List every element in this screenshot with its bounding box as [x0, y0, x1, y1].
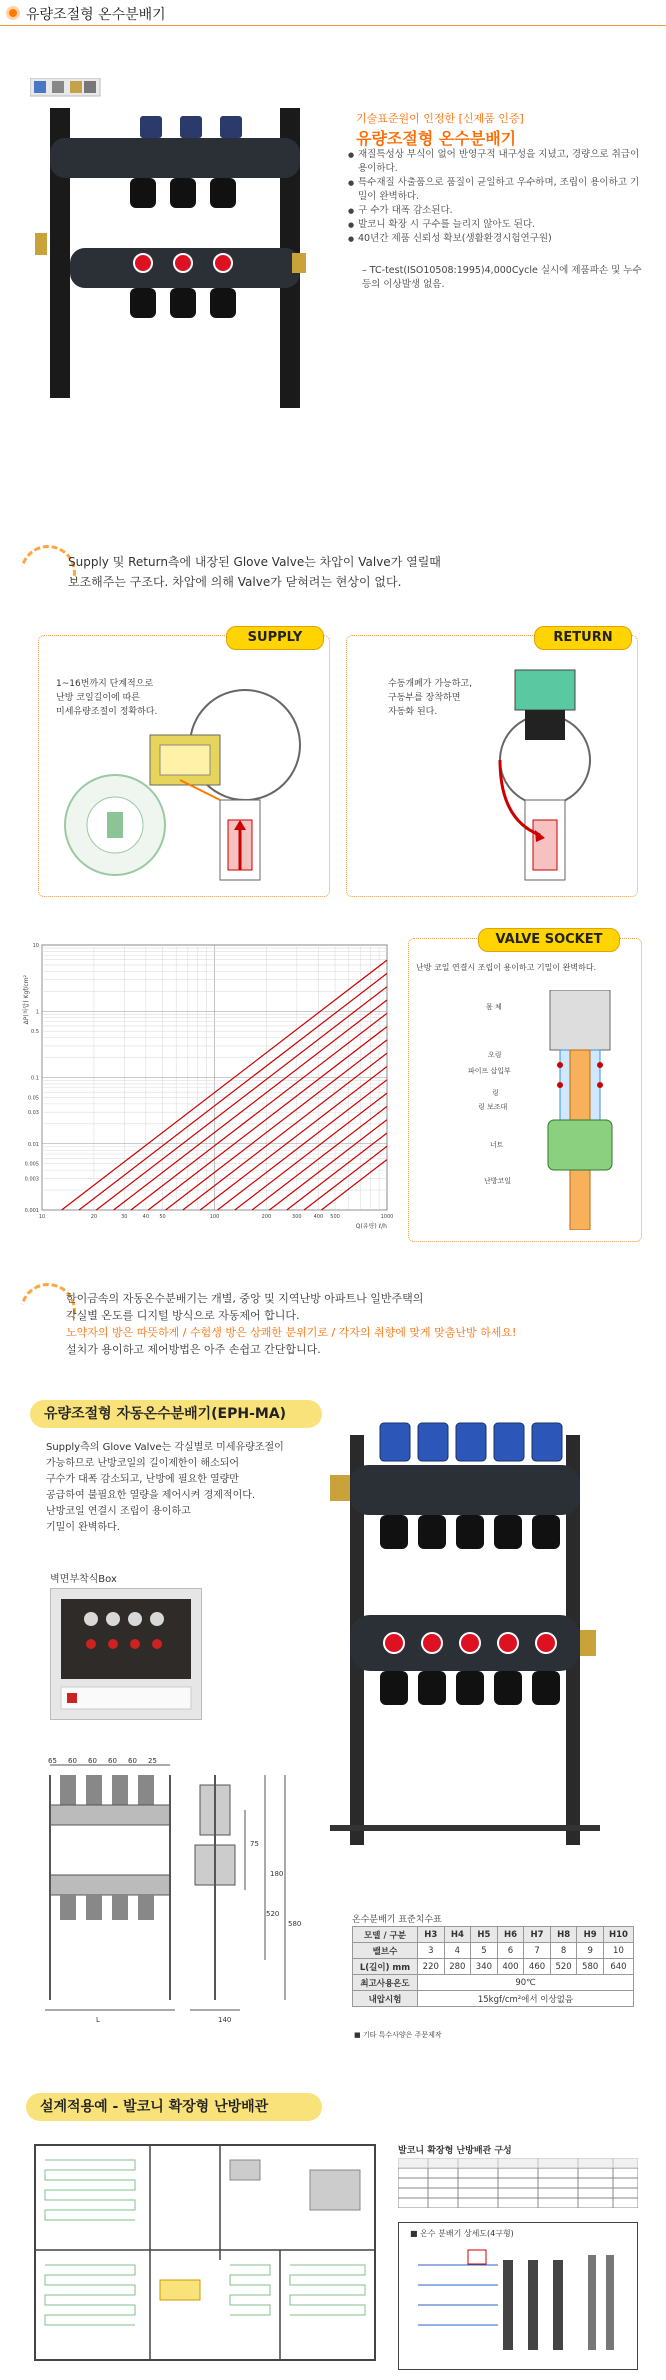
chart-y-tick-label: 1: [35, 1009, 39, 1016]
chart-x-tick-label: 400: [313, 1214, 324, 1220]
chart-x-tick-label: 50: [159, 1214, 166, 1220]
product-photo: [30, 78, 330, 418]
dim-top: 25: [148, 1757, 157, 1765]
table-cell: 3: [418, 1943, 445, 1959]
auto-desc-line: 난방코일 연결시 조립이 용이하고: [46, 1506, 191, 1517]
table-row: [353, 1975, 634, 1991]
return-text-2: 구동부를 장착하면: [388, 693, 461, 703]
socket-tab: VALVE SOCKET: [478, 928, 620, 952]
summary-line-1: 한이금속의 자동온수분배기는 개별, 중앙 및 지역난방 아파트나 일반주택의: [66, 1292, 424, 1305]
auto-desc-line: 가능하므로 난방코일의 길이제한이 해소되어: [46, 1458, 240, 1469]
header-bullet-icon: [6, 6, 20, 20]
spec-header-model: 모델 / 구분: [353, 1927, 418, 1943]
test-note: – TC-test(ISO10508:1995)4,000Cycle 실시에 제품파손 및 누수 등의 이상발생 없음.: [362, 265, 642, 290]
dim-top: 65: [48, 1757, 57, 1765]
return-text-3: 자동화 된다.: [388, 707, 438, 717]
table-cell: 7: [524, 1943, 551, 1959]
table-row-label: L(길이) mm: [353, 1959, 418, 1975]
socket-part-label: 너트: [490, 1141, 504, 1149]
chart-x-tick-label: 10: [38, 1214, 46, 1220]
wallbox-label: 벽면부착식Box: [50, 1574, 117, 1585]
intro-title: 유량조절형 온수분배기: [356, 129, 517, 148]
dim-side: 180: [270, 1870, 284, 1878]
spec-header-cell: H7: [524, 1927, 551, 1943]
summary-line-4: 설치가 용이하고 제어방법은 아주 손쉽고 간단합니다.: [66, 1343, 321, 1356]
chart-x-tick-label: 30: [121, 1214, 128, 1220]
spec-header-cell: H8: [550, 1927, 577, 1943]
chart-y-tick-label: 0.005: [24, 1161, 39, 1168]
detail-diagram: [408, 2245, 628, 2363]
spec-header-cell: H6: [497, 1927, 524, 1943]
table-cell: 460: [524, 1959, 551, 1975]
supply-tab: SUPPLY: [226, 626, 324, 650]
page-title: 유량조절형 온수분배기: [26, 7, 166, 23]
dim-side: 580: [288, 1920, 302, 1928]
supply-text-3: 미세유량조절이 정확하다.: [56, 707, 158, 717]
chart-x-tick-label: 300: [292, 1214, 302, 1220]
auto-desc-line: 공급하여 불필요한 열량을 제어시켜 경제적이다.: [46, 1490, 256, 1501]
feature-item: ● 재질특성상 부식이 없어 반영구적 내구성을 지녔고, 경량으로 취급이 용이하다.: [348, 148, 648, 176]
table-cell: 520: [550, 1959, 577, 1975]
detail-title: ■ 온수 분배기 상세도(4구형): [410, 2229, 514, 2238]
summary-line-2: 각실별 온도를 디지털 방식으로 자동제어 합니다.: [66, 1309, 300, 1322]
spec-header-cell: H9: [577, 1927, 604, 1943]
chart-y-tick-label: 0.03: [27, 1110, 39, 1117]
feature-item: ● 발코니 확장 시 구수를 늘리지 않아도 된다.: [348, 218, 648, 232]
chart-y-tick-label: 0.05: [27, 1095, 39, 1102]
table-cell: 4: [444, 1943, 471, 1959]
socket-diagram: [530, 990, 630, 1230]
chart-svg: [20, 935, 400, 1240]
return-tab: RETURN: [534, 626, 632, 650]
socket-part-label: 몸 체: [486, 1003, 502, 1011]
feature-list: [348, 148, 648, 246]
design-section-title: 설계적용예 - 발코니 확장형 난방배관: [26, 2093, 322, 2121]
table-cell: 340: [471, 1959, 498, 1975]
table-cell: 5: [471, 1943, 498, 1959]
chart-x-axis-label: Q(유량) ℓ/h: [355, 1223, 387, 1230]
feature-item: ● 구 수가 대폭 감소된다.: [348, 204, 648, 218]
spec-header-cell: H5: [471, 1927, 498, 1943]
table-cell: 10: [603, 1943, 633, 1959]
dim-side: 520: [266, 1910, 280, 1918]
socket-part-label: 오링: [488, 1051, 502, 1059]
spec-header-cell: H10: [603, 1927, 633, 1943]
supply-text-1: 1~16번까지 단계적으로: [56, 679, 154, 689]
feature-item: ● 40년간 제품 신뢰성 확보(생활환경시험연구원): [348, 232, 648, 246]
table-cell: 400: [497, 1959, 524, 1975]
table-cell: 15kgf/cm²에서 이상없음: [418, 1991, 634, 2007]
socket-part-label: 링 보조대: [478, 1103, 508, 1111]
dim-bottom: L: [96, 2016, 100, 2024]
table-row-label: 최고사용온도: [353, 1975, 418, 1991]
chart-x-tick-label: 40: [142, 1214, 150, 1220]
dim-top: 60: [108, 1757, 117, 1765]
chart-y-tick-label: 0.1: [31, 1075, 39, 1082]
spec-title: 온수분배기 표준치수표: [352, 1915, 442, 1925]
dim-top: 60: [68, 1757, 77, 1765]
wallbox-photo: [50, 1588, 202, 1720]
auto-product-photo: [330, 1405, 600, 1855]
table-row: [353, 1991, 634, 2007]
floor-plan: [30, 2140, 390, 2370]
valve-desc-1: Supply 및 Return측에 내장된 Glove Valve는 차압이 Valve가 열릴때: [68, 555, 441, 569]
chart-y-tick-label: 0.5: [31, 1029, 39, 1036]
design-table-title: 발코니 확장형 난방배관 구성: [398, 2146, 512, 2156]
auto-section-title: 유량조절형 자동온수분배기(EPH-MA): [30, 1400, 322, 1428]
dim-top: 60: [88, 1757, 97, 1765]
table-cell: 220: [418, 1959, 445, 1975]
chart-y-tick-label: 10: [32, 943, 39, 949]
socket-part-label: 난방코일: [484, 1177, 512, 1185]
table-cell: 9: [577, 1943, 604, 1959]
chart-x-tick-label: 500: [330, 1214, 340, 1220]
chart-y-tick-label: 0.003: [24, 1176, 39, 1183]
spec-header-cell: H4: [444, 1927, 471, 1943]
chart-y-axis-label: ΔP(차압) Kgf/cm²: [23, 975, 30, 1025]
dim-bottom: 140: [218, 2016, 232, 2024]
chart-x-tick-label: 1000: [380, 1214, 394, 1220]
auto-description: [46, 1440, 284, 1536]
header-divider: [0, 25, 666, 26]
return-text-1: 수동개폐가 가능하고,: [388, 679, 472, 689]
supply-text-2: 난방 코일길이에 따른: [56, 693, 140, 703]
intro-subtitle: 기술표준원이 인정한 [신제품 인증]: [356, 112, 524, 125]
valve-desc-2: 보조해주는 구조다. 차압에 의해 Valve가 닫혀려는 현상이 없다.: [68, 575, 402, 589]
table-cell: 90℃: [418, 1975, 634, 1991]
socket-part-label: 파이프 삽입부: [468, 1067, 511, 1075]
table-cell: 640: [603, 1959, 633, 1975]
auto-desc-line: 구수가 대폭 감소되고, 난방에 필요한 열량만: [46, 1474, 239, 1485]
chart-y-tick-label: 0.01: [27, 1141, 39, 1148]
table-cell: 280: [444, 1959, 471, 1975]
pressure-flow-chart: [20, 935, 400, 1240]
spec-header-cell: H3: [418, 1927, 445, 1943]
table-row-label: 내압시험: [353, 1991, 418, 2007]
table-cell: 8: [550, 1943, 577, 1959]
auto-desc-line: 기밀이 완벽하다.: [46, 1522, 120, 1533]
table-cell: 580: [577, 1959, 604, 1975]
chart-x-tick-label: 200: [261, 1214, 272, 1220]
spec-note: ■ 기타 특수사양은 주문제작: [354, 2031, 442, 2039]
dim-side: 75: [250, 1840, 259, 1848]
dim-top: 60: [128, 1757, 137, 1765]
table-cell: 6: [497, 1943, 524, 1959]
supply-valve-diagram: [60, 650, 320, 890]
table-row: [353, 1959, 634, 1975]
feature-item: ● 특수재질 사출품으로 품질이 균일하고 우수하며, 조립이 용이하고 기밀이 완벽하다.: [348, 176, 648, 204]
dimension-drawing: [40, 1755, 300, 2025]
chart-x-tick-label: 20: [90, 1214, 98, 1220]
summary-line-3: 노약자의 방은 따뜻하게 / 수험생 방은 상쾌한 분위기로 / 각자의 취향에 맞게 맞춤난방 하세요!: [66, 1326, 517, 1339]
chart-y-tick-label: 0.001: [24, 1208, 39, 1214]
spec-table: [352, 1926, 634, 2007]
socket-caption: 난방 코일 연결시 조립이 용이하고 기밀이 완벽하다.: [416, 963, 597, 972]
chart-x-tick-label: 100: [209, 1214, 220, 1220]
socket-part-label: 링: [492, 1089, 499, 1097]
table-row-label: 밸브수: [353, 1943, 418, 1959]
return-valve-diagram: [470, 650, 630, 890]
auto-desc-line: Supply측의 Glove Valve는 각실별로 미세유량조절이: [46, 1442, 284, 1453]
table-row: [353, 1943, 634, 1959]
design-mini-table: [398, 2158, 638, 2208]
